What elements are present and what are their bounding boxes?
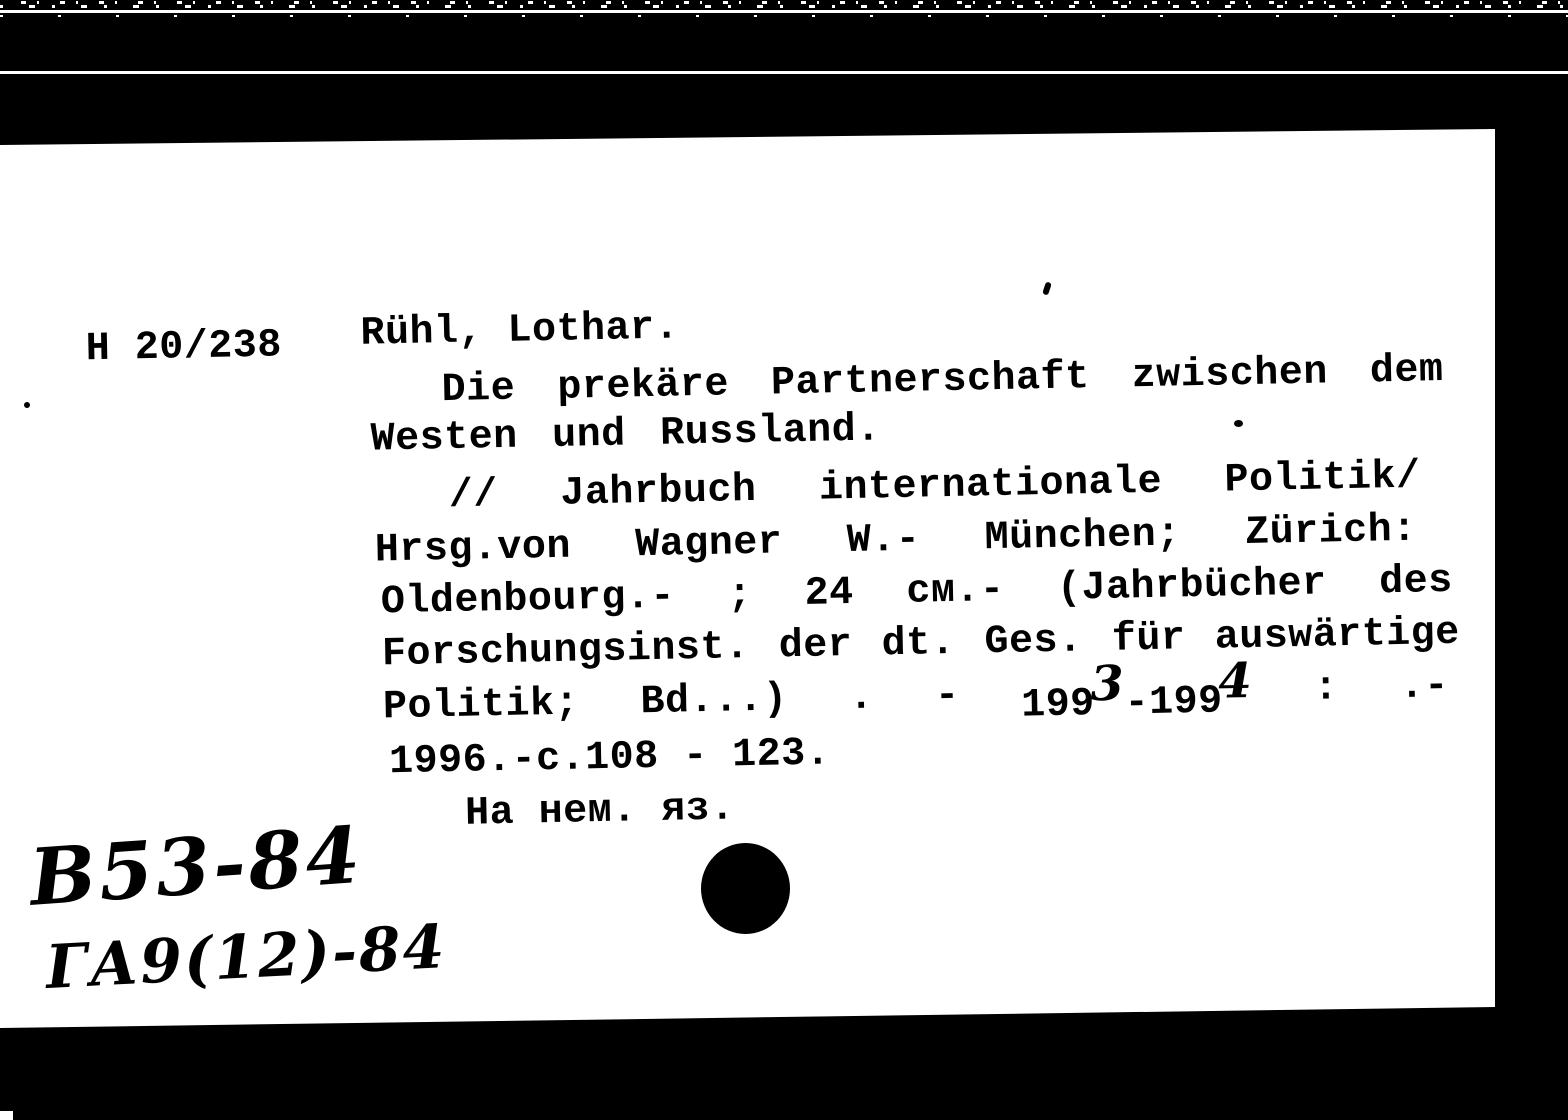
word: .- bbox=[1399, 664, 1450, 710]
source-line-1 bbox=[448, 454, 1422, 520]
word: // bbox=[448, 473, 499, 520]
scan-speck bbox=[1234, 420, 1243, 427]
scan-artifact-line bbox=[0, 71, 1568, 74]
word: Politik/ bbox=[1224, 454, 1422, 504]
word: München; bbox=[984, 512, 1182, 562]
year-separator: - bbox=[1124, 681, 1150, 727]
scan-speck bbox=[24, 402, 30, 408]
word: ; bbox=[727, 572, 753, 619]
word: internationale bbox=[818, 459, 1163, 512]
year2-handwritten-digit: 4 bbox=[1217, 652, 1253, 710]
word: Hrsg.von bbox=[374, 524, 572, 574]
word: Politik; bbox=[382, 681, 580, 731]
word: - bbox=[934, 673, 960, 720]
call-number: H 20/238 bbox=[85, 323, 283, 373]
word: für bbox=[1111, 616, 1186, 663]
word: Die bbox=[441, 366, 516, 414]
scan-noise-line bbox=[0, 1, 1568, 4]
word: auswärtige bbox=[1214, 610, 1461, 661]
word: des bbox=[1378, 558, 1454, 606]
scan-artifact-line bbox=[0, 10, 1568, 13]
word: Bd...) bbox=[640, 677, 788, 726]
word: Zürich: bbox=[1244, 507, 1418, 557]
word: Forschungsinst. bbox=[381, 625, 750, 678]
year-range bbox=[1020, 652, 1253, 729]
year2-typed: 199 bbox=[1148, 679, 1224, 727]
imprint-years-line bbox=[382, 652, 1450, 739]
typed-text-block bbox=[0, 279, 1531, 869]
word: der bbox=[778, 622, 853, 670]
word: zwischen bbox=[1131, 350, 1329, 400]
pages-line: 1996.-c.108 - 123. bbox=[388, 731, 831, 786]
word: . bbox=[848, 675, 874, 722]
word: Oldenbourg.- bbox=[380, 574, 676, 626]
word: dem bbox=[1369, 348, 1444, 395]
word: Partnerschaft bbox=[770, 355, 1091, 407]
word: Wagner bbox=[634, 520, 783, 569]
scan-noise-line bbox=[0, 5, 1568, 8]
handwritten-shelf-mark-top: B53-84 bbox=[26, 809, 366, 924]
word: W.- bbox=[846, 517, 921, 565]
hole-punch-dot bbox=[701, 843, 790, 934]
scan-edge-notch bbox=[0, 1111, 13, 1120]
scan-artifact-dots bbox=[0, 15, 1568, 17]
word: (Jahrbücher bbox=[1056, 561, 1327, 612]
author-heading: Rühl, Lothar. bbox=[360, 305, 680, 357]
title-line-2: Westen und Russland. bbox=[370, 407, 882, 463]
year1-typed: 199 bbox=[1020, 682, 1096, 729]
word: 24 bbox=[804, 570, 855, 617]
source-line-4 bbox=[381, 610, 1461, 678]
word: Ges. bbox=[984, 618, 1083, 666]
handwritten-shelf-mark-bottom: ГА9(12)-84 bbox=[44, 912, 449, 1003]
word: dt. bbox=[881, 620, 956, 668]
word: Jahrbuch bbox=[559, 467, 757, 517]
language-note: На нем. яз. bbox=[464, 786, 736, 837]
word: : bbox=[1313, 666, 1339, 712]
word: см.- bbox=[905, 567, 1005, 615]
word: prekäre bbox=[556, 362, 730, 411]
title-line-1 bbox=[441, 348, 1444, 414]
year1-handwritten-digit: 3 bbox=[1089, 655, 1125, 713]
